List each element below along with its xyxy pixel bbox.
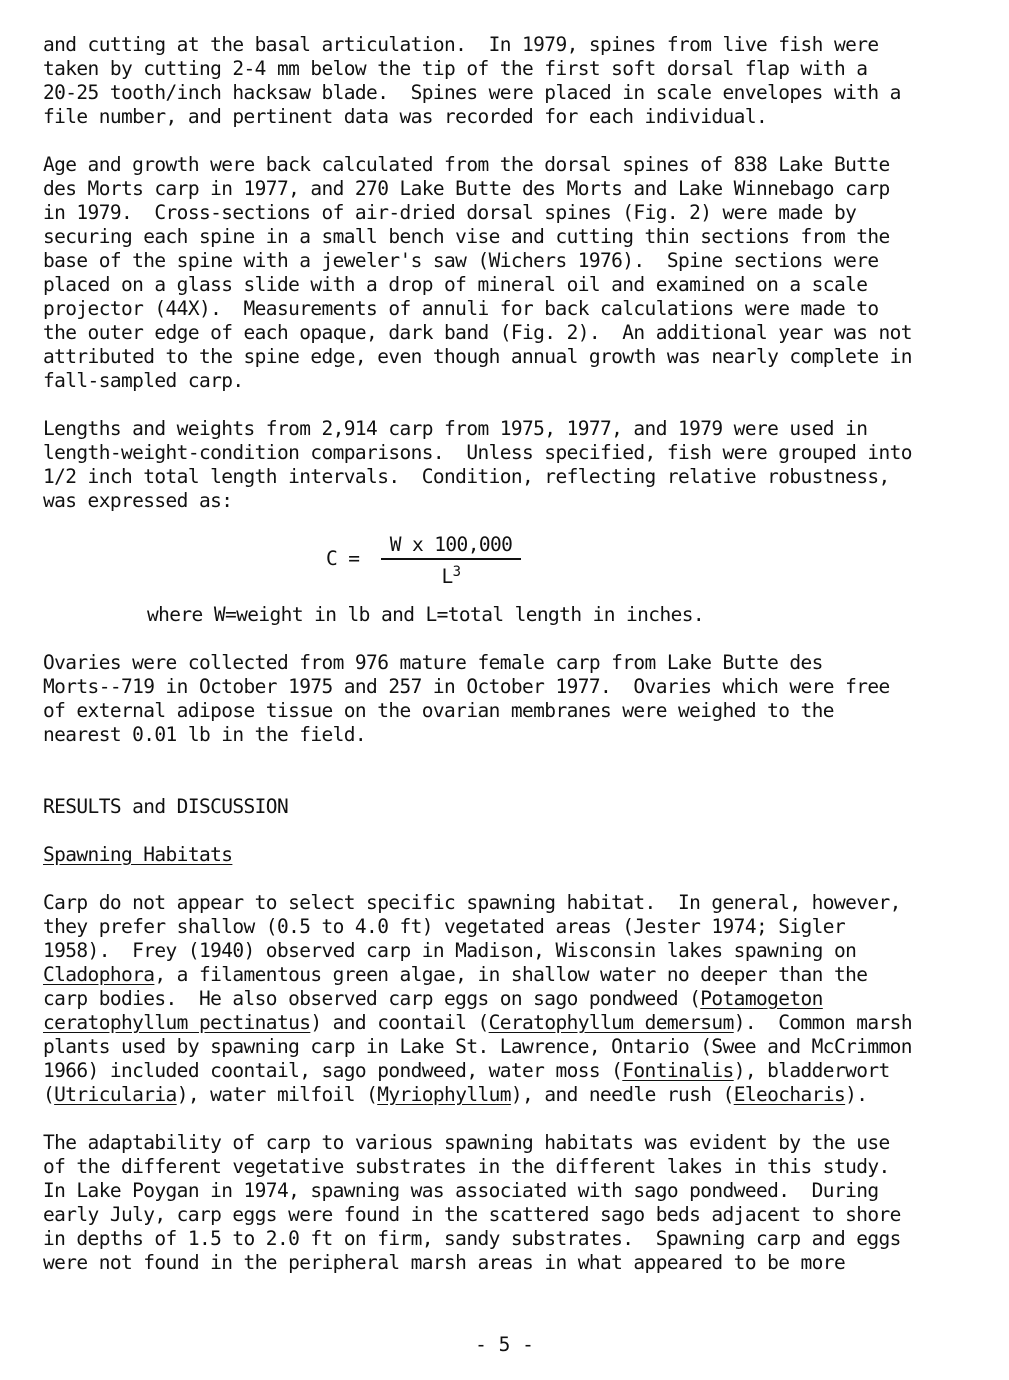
- text-run: carp bodies. He also observed carp eggs on sago pondweed (: [43, 987, 701, 1010]
- document-page: [43, 33, 983, 1299]
- formula-lhs: C =: [326, 547, 360, 570]
- formula-fraction: [381, 533, 521, 589]
- formula-denominator: [381, 560, 521, 589]
- text-line: placed on a glass slide with a drop of mineral oil and examined on a scale: [43, 273, 868, 296]
- paragraph-ovaries: [43, 651, 983, 747]
- text-line: [43, 987, 983, 1011]
- text-line: 1/2 inch total length intervals. Condition, reflecting relative robustness,: [43, 465, 890, 488]
- text-run: ), bladderwort: [733, 1059, 890, 1082]
- species-name: Myriophyllum: [377, 1083, 511, 1106]
- text-line: in 1979. Cross-sections of air-dried dorsal spines (Fig. 2) were made by: [43, 201, 857, 224]
- formula-denominator-base: L: [441, 565, 453, 588]
- formula-exponent: 3: [452, 564, 461, 580]
- text-line: projector (44X). Measurements of annuli for back calculations were made to: [43, 297, 879, 320]
- text-line: in depths of 1.5 to 2.0 ft on firm, sandy substrates. Spawning carp and eggs: [43, 1227, 901, 1250]
- condition-formula: [43, 533, 983, 588]
- text-line: Age and growth were back calculated from the dorsal spines of 838 Lake Butte: [43, 153, 890, 176]
- text-line: The adaptability of carp to various spawning habitats was evident by the use: [43, 1131, 890, 1154]
- text-line: file number, and pertinent data was recorded for each individual.: [43, 105, 768, 128]
- text-run: ), and needle rush (: [510, 1083, 734, 1106]
- text-line: of the different vegetative substrates in the different lakes in this study.: [43, 1155, 890, 1178]
- text-line: were not found in the peripheral marsh areas in what appeared to be more: [43, 1251, 846, 1274]
- text-run: ). Common marsh: [733, 1011, 912, 1034]
- formula-where-clause: where W=weight in lb and L=total length in inches.: [147, 603, 704, 626]
- species-name: Utricularia: [54, 1083, 177, 1106]
- page-number: - 5 -: [475, 1333, 534, 1356]
- text-line: des Morts carp in 1977, and 270 Lake Butte des Morts and Lake Winnebago carp: [43, 177, 890, 200]
- species-name: Fontinalis: [622, 1059, 734, 1082]
- formula-numerator: W x 100,000: [381, 533, 521, 560]
- text-line: Carp do not appear to select specific spawning habitat. In general, however,: [43, 891, 901, 914]
- text-run: ).: [845, 1083, 868, 1106]
- species-name: Eleocharis: [733, 1083, 846, 1106]
- text-line: taken by cutting 2-4 mm below the tip of the first soft dorsal flap with a: [43, 57, 868, 80]
- species-name: Potamogeton: [700, 987, 823, 1010]
- text-run: 1966) included coontail, sago pondweed, water moss (: [43, 1059, 623, 1082]
- text-run: , a filamentous green algae, in shallow water no deeper than the: [154, 963, 868, 986]
- text-line: fall-sampled carp.: [43, 369, 244, 392]
- section-heading: RESULTS and DISCUSSION: [43, 795, 289, 818]
- species-name: Cladophora: [43, 963, 155, 986]
- text-line: attributed to the spine edge, even though annual growth was nearly complete in: [43, 345, 912, 368]
- species-name: Ceratophyllum demersum: [488, 1011, 734, 1034]
- text-line: Morts--719 in October 1975 and 257 in October 1977. Ovaries which were free: [43, 675, 890, 698]
- text-line: In Lake Poygan in 1974, spawning was associated with sago pondweed. During: [43, 1179, 879, 1202]
- text-run: ) and coontail (: [310, 1011, 489, 1034]
- paragraph-length-weight: [43, 417, 983, 513]
- text-line: 1958). Frey (1940) observed carp in Madison, Wisconsin lakes spawning on: [43, 939, 857, 962]
- text-line: Lengths and weights from 2,914 carp from 1975, 1977, and 1979 were used in: [43, 417, 868, 440]
- text-line: they prefer shallow (0.5 to 4.0 ft) vegetated areas (Jester 1974; Sigler: [43, 915, 846, 938]
- text-line: [43, 1011, 983, 1035]
- text-line: was expressed as:: [43, 489, 233, 512]
- paragraph-adaptability: [43, 1131, 983, 1275]
- text-line: securing each spine in a small bench vise and cutting thin sections from the: [43, 225, 890, 248]
- paragraph-spawning-habitat: [43, 891, 983, 1107]
- species-name: ceratophyllum pectinatus: [43, 1011, 311, 1034]
- text-line: and cutting at the basal articulation. In 1979, spines from live fish were: [43, 33, 879, 56]
- text-line: early July, carp eggs were found in the scattered sago beds adjacent to shore: [43, 1203, 901, 1226]
- text-line: plants used by spawning carp in Lake St. Lawrence, Ontario (Swee and McCrimmon: [43, 1035, 912, 1058]
- paragraph-age-growth: [43, 153, 983, 393]
- text-line: 20-25 tooth/inch hacksaw blade. Spines were placed in scale envelopes with a: [43, 81, 901, 104]
- text-line: of external adipose tissue on the ovarian membranes were weighed to the: [43, 699, 834, 722]
- text-line: nearest 0.01 lb in the field.: [43, 723, 367, 746]
- text-line: the outer edge of each opaque, dark band (Fig. 2). An additional year was not: [43, 321, 912, 344]
- paragraph-spine-collection: [43, 33, 983, 129]
- text-line: Ovaries were collected from 976 mature female carp from Lake Butte des: [43, 651, 823, 674]
- text-line: length-weight-condition comparisons. Unless specified, fish were grouped into: [43, 441, 912, 464]
- text-line: [43, 1083, 983, 1107]
- text-run: (: [43, 1083, 55, 1106]
- text-line: [43, 963, 983, 987]
- text-line: [43, 1059, 983, 1083]
- text-line: base of the spine with a jeweler's saw (Wichers 1976). Spine sections were: [43, 249, 879, 272]
- text-run: ), water milfoil (: [176, 1083, 378, 1106]
- subsection-heading: Spawning Habitats: [43, 843, 233, 866]
